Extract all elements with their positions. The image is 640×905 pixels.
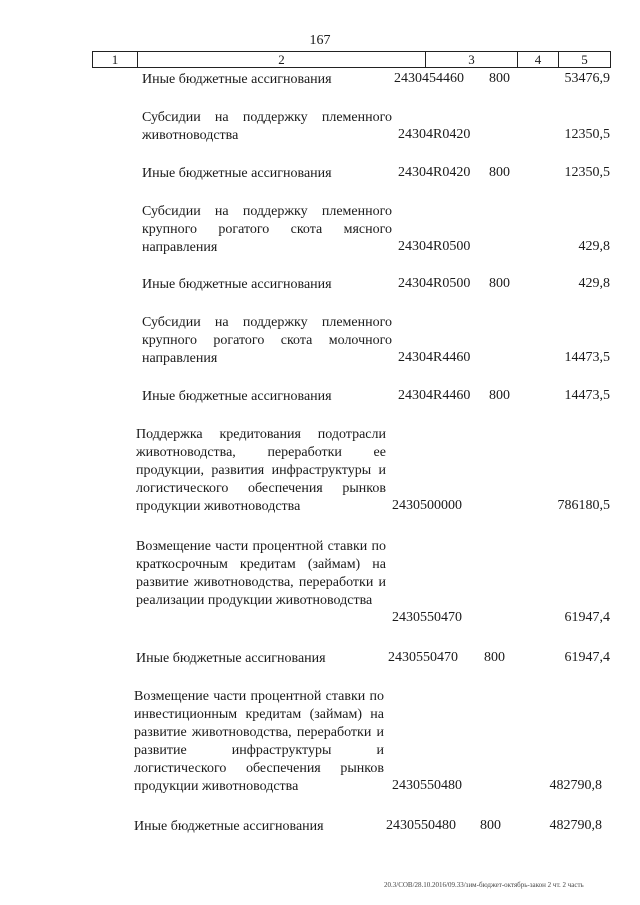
row-type: 800 [480, 818, 501, 833]
row-amount: 429,8 [578, 239, 610, 254]
row-amount: 12350,5 [564, 127, 610, 142]
row-description: Субсидии на поддержку племенного крупного рогатого скота молочного направления [142, 315, 392, 366]
row-type: 800 [489, 276, 510, 291]
row-description: Возмещение части процентной ставки по инвестиционным кредитам (займам) на развитие животноводства, переработки и развитие инфраструктуры и логистического обеспечения рынков продукции животноводства [134, 689, 384, 794]
row-code: 2430454460 [394, 71, 464, 86]
header-col-1: 1 [93, 52, 138, 67]
row-description: Возмещение части процентной ставки по краткосрочным кредитам (займам) на развитие животноводства, переработки и реализации продукции животноводства [136, 539, 386, 608]
row-description: Субсидии на поддержку племенного крупного рогатого скота мясного направления [142, 204, 392, 255]
header-col-2: 2 [138, 52, 426, 67]
row-amount: 482790,8 [549, 778, 602, 793]
row-code: 2430550480 [386, 818, 456, 833]
row-amount: 786180,5 [557, 498, 610, 513]
header-col-3: 3 [426, 52, 518, 67]
row-code: 24304R4460 [398, 350, 471, 365]
row-amount: 61947,4 [564, 610, 610, 625]
table-header [92, 51, 611, 68]
row-amount: 53476,9 [564, 71, 610, 86]
row-description: Иные бюджетные ассигнования [142, 389, 332, 404]
row-type: 800 [484, 650, 505, 665]
row-description: Иные бюджетные ассигнования [142, 72, 332, 87]
footer-file-path: 20.3/СОВ/28.10.2016/09.33/зим-бюджет-октябрь-закон 2 чт. 2 часть [384, 881, 584, 889]
row-code: 24304R0500 [398, 239, 471, 254]
row-amount: 61947,4 [564, 650, 610, 665]
row-description: Иные бюджетные ассигнования [136, 651, 326, 666]
row-type: 800 [489, 71, 510, 86]
row-amount: 482790,8 [549, 818, 602, 833]
header-col-4: 4 [518, 52, 559, 67]
row-code: 24304R0500 [398, 276, 471, 291]
row-code: 2430500000 [392, 498, 462, 513]
page-number: 167 [309, 33, 331, 48]
header-col-5: 5 [581, 52, 588, 67]
row-code: 2430550480 [392, 778, 462, 793]
row-amount: 429,8 [578, 276, 610, 291]
row-description: Иные бюджетные ассигнования [142, 277, 332, 292]
row-code: 24304R0420 [398, 127, 471, 142]
row-description: Иные бюджетные ассигнования [142, 166, 332, 181]
row-description: Иные бюджетные ассигнования [134, 819, 324, 834]
row-code: 24304R0420 [398, 165, 471, 180]
row-type: 800 [489, 388, 510, 403]
row-amount: 12350,5 [564, 165, 610, 180]
row-amount: 14473,5 [564, 388, 610, 403]
row-code: 24304R4460 [398, 388, 471, 403]
row-description: Субсидии на поддержку племенного животноводства [142, 110, 392, 143]
row-code: 2430550470 [392, 610, 462, 625]
row-type: 800 [489, 165, 510, 180]
row-code: 2430550470 [388, 650, 458, 665]
row-description: Поддержка кредитования подотрасли животноводства, переработки ее продукции, развития инфраструктуры и логистического обеспечения рынков продукции животноводства [136, 427, 386, 514]
row-amount: 14473,5 [564, 350, 610, 365]
